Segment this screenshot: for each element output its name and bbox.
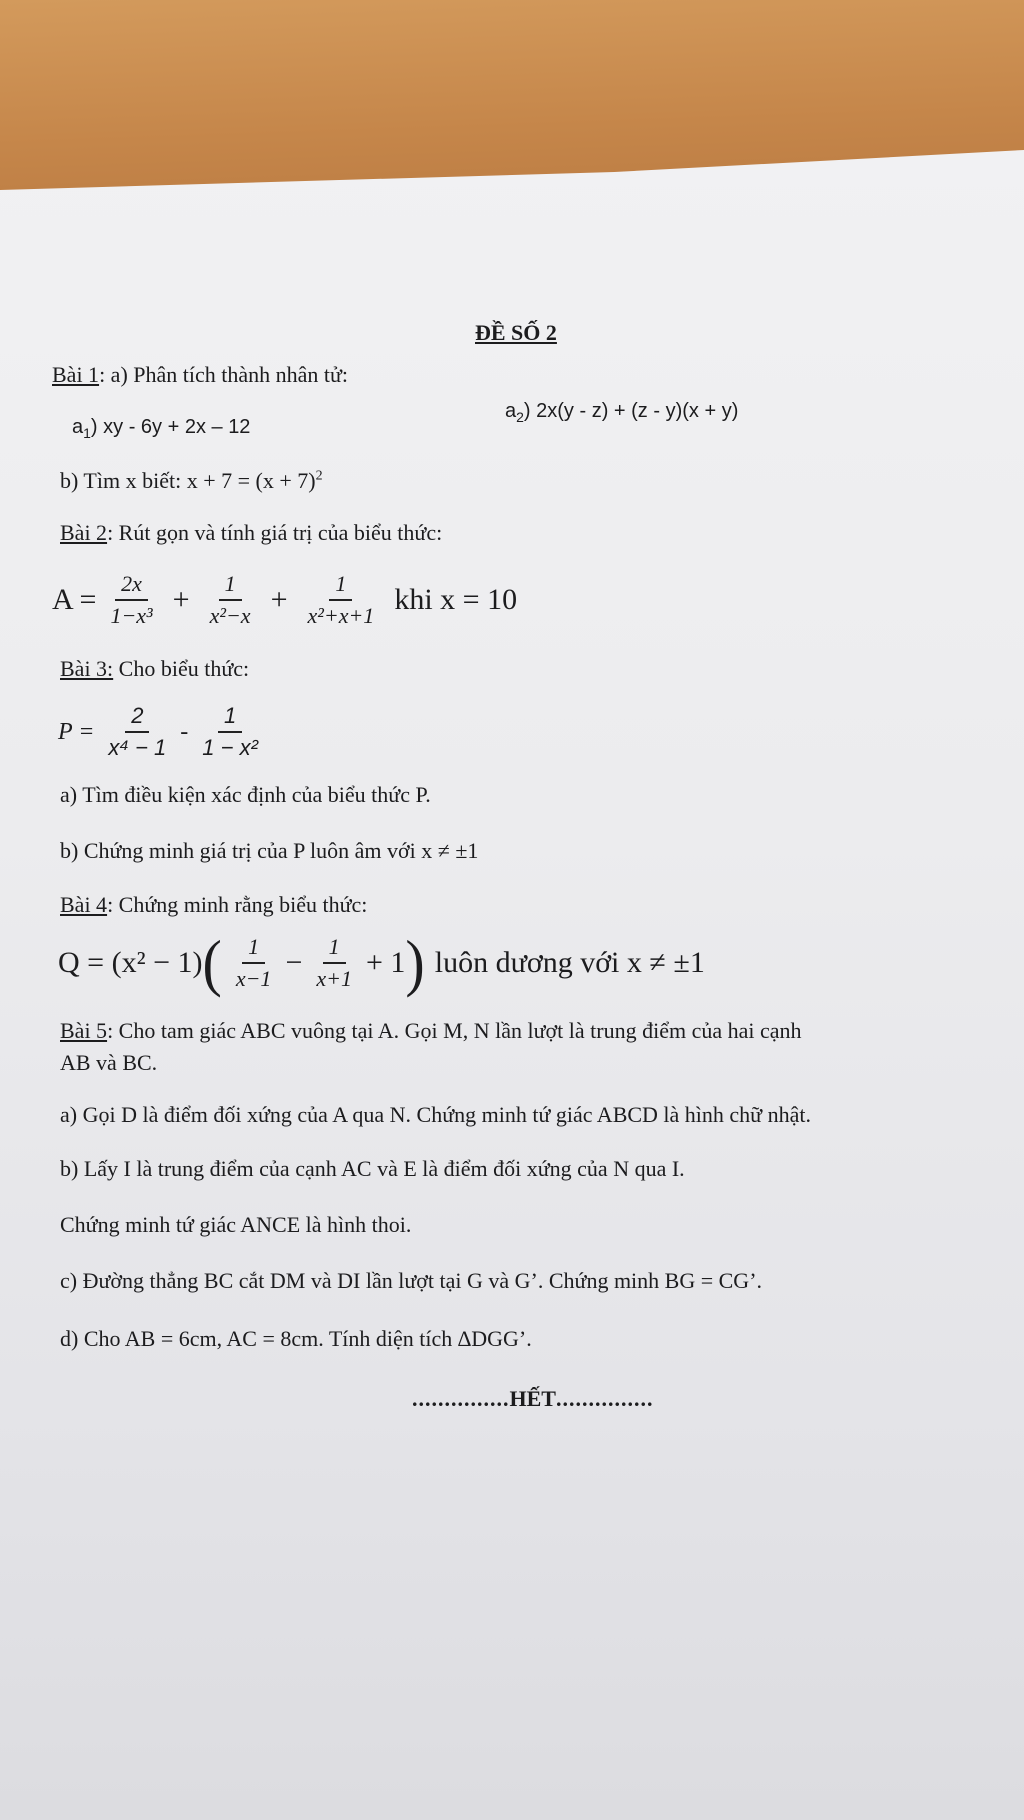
bai4-open-paren: ( xyxy=(202,926,222,999)
bai4-fraction-2 xyxy=(310,935,358,991)
bai2-plus-2: + xyxy=(270,583,288,617)
bai1-b-text: b) Tìm x biết: x + 7 = (x + 7) xyxy=(60,468,316,493)
bai3-formula xyxy=(58,704,272,760)
bai5-part-d: d) Cho AB = 6cm, AC = 8cm. Tính diện tích ∆DGG’. xyxy=(60,1326,532,1351)
bai3-part-a: a) Tìm điều kiện xác định của biểu thức P. xyxy=(60,782,431,807)
bai2-fraction-3 xyxy=(301,572,380,628)
bai4-f2-num: 1 xyxy=(323,935,346,964)
bai3-heading xyxy=(60,656,249,682)
bai1-b xyxy=(60,468,323,494)
bai4-label: Bài 4 xyxy=(60,892,108,917)
bai2-intro: : Rút gọn và tính giá trị của biểu thức: xyxy=(107,520,443,545)
bai2-f2-num: 1 xyxy=(219,572,242,601)
end-text: HẾT xyxy=(509,1386,556,1411)
bai2-formula xyxy=(52,572,517,628)
bai2-f2-den: x²−x xyxy=(209,603,251,629)
bai5-part-b-2: Chứng minh tứ giác ANCE là hình thoi. xyxy=(60,1212,412,1237)
bai3-f1-num: 2 xyxy=(125,704,149,733)
bai1-intro: : a) Phân tích thành nhân tử: xyxy=(99,362,349,387)
bai3-lhs: P = xyxy=(58,718,95,745)
bai5-intro-2: AB và BC. xyxy=(60,1050,158,1075)
bai2-heading xyxy=(60,520,442,546)
bai3-fraction-2 xyxy=(196,704,264,760)
bai1-heading xyxy=(52,362,348,388)
bai1-b-exp: 2 xyxy=(315,468,323,484)
bai2-lhs: A = xyxy=(52,583,97,617)
bai4-plus-one: + 1 xyxy=(365,946,406,979)
bai4-tail: luôn dương với x ≠ ±1 xyxy=(434,946,705,979)
bai1-a1-label: a xyxy=(72,416,84,438)
bai4-f2-den: x+1 xyxy=(316,966,352,991)
bai3-intro: Cho biểu thức: xyxy=(113,656,250,681)
bai2-f3-num: 1 xyxy=(329,572,352,601)
bai3-label: Bài 3: xyxy=(60,656,114,681)
bai4-heading xyxy=(60,892,367,918)
bai5-part-b-1: b) Lấy I là trung điểm của cạnh AC và E là điểm đối xứng của N qua I. xyxy=(60,1156,685,1181)
bai2-f3-den: x²+x+1 xyxy=(307,603,375,629)
bai4-intro: : Chứng minh rằng biểu thức: xyxy=(107,892,368,917)
bai2-f1-num: 2x xyxy=(115,572,148,601)
bai4-f1-den: x−1 xyxy=(235,966,272,991)
bai5-label: Bài 5 xyxy=(60,1018,108,1043)
bai2-label: Bài 2 xyxy=(60,520,108,545)
bai1-a1-sub: 1 xyxy=(83,425,91,441)
bai2-fraction-2 xyxy=(204,572,257,628)
bai1-a1 xyxy=(72,416,250,441)
bai4-fraction-1 xyxy=(230,935,278,991)
end-marker xyxy=(412,1386,653,1412)
bai2-fraction-1 xyxy=(104,572,158,628)
bai4-f1-num: 1 xyxy=(242,935,265,964)
bai2-f1-den: 1−x³ xyxy=(110,603,153,629)
bai1-a2 xyxy=(505,400,738,425)
bai3-minus: - xyxy=(180,718,189,745)
bai2-plus-1: + xyxy=(172,583,190,617)
end-dots-right: ............... xyxy=(555,1386,654,1411)
bai3-f2-num: 1 xyxy=(218,704,242,733)
bai4-lhs: Q = (x² − 1) xyxy=(58,946,203,979)
bai1-a2-expr: ) 2x(y - z) + (z - y)(x + y) xyxy=(523,400,739,422)
bai4-minus: − xyxy=(285,946,303,979)
bai1-a2-label: a xyxy=(505,400,517,422)
bai5-part-c: c) Đường thẳng BC cắt DM và DI lần lượt tại G và G’. Chứng minh BG = CG’. xyxy=(60,1268,763,1293)
bai3-fraction-1 xyxy=(102,704,172,760)
bai5-heading xyxy=(60,1018,802,1044)
exam-title: ĐỀ SỐ 2 xyxy=(475,320,557,345)
bai3-f1-den: x⁴ − 1 xyxy=(108,735,167,761)
bai5-intro-1: : Cho tam giác ABC vuông tại A. Gọi M, N lần lượt là trung điểm của hai cạnh xyxy=(107,1018,802,1043)
end-dots-left: ............... xyxy=(412,1386,510,1411)
bai1-label: Bài 1 xyxy=(52,362,100,387)
bai4-formula xyxy=(58,926,705,999)
bai1-a2-sub: 2 xyxy=(516,409,524,425)
bai4-close-paren: ) xyxy=(405,926,425,999)
bai2-tail: khi x = 10 xyxy=(394,583,518,617)
bai5-part-a: a) Gọi D là điểm đối xứng của A qua N. Chứng minh tứ giác ABCD là hình chữ nhật. xyxy=(60,1102,811,1127)
bai3-f2-den: 1 − x² xyxy=(202,735,258,761)
bai1-a1-expr: ) xy - 6y + 2x – 12 xyxy=(90,416,251,438)
bai3-part-b: b) Chứng minh giá trị của P luôn âm với x ≠ ±1 xyxy=(60,838,479,863)
